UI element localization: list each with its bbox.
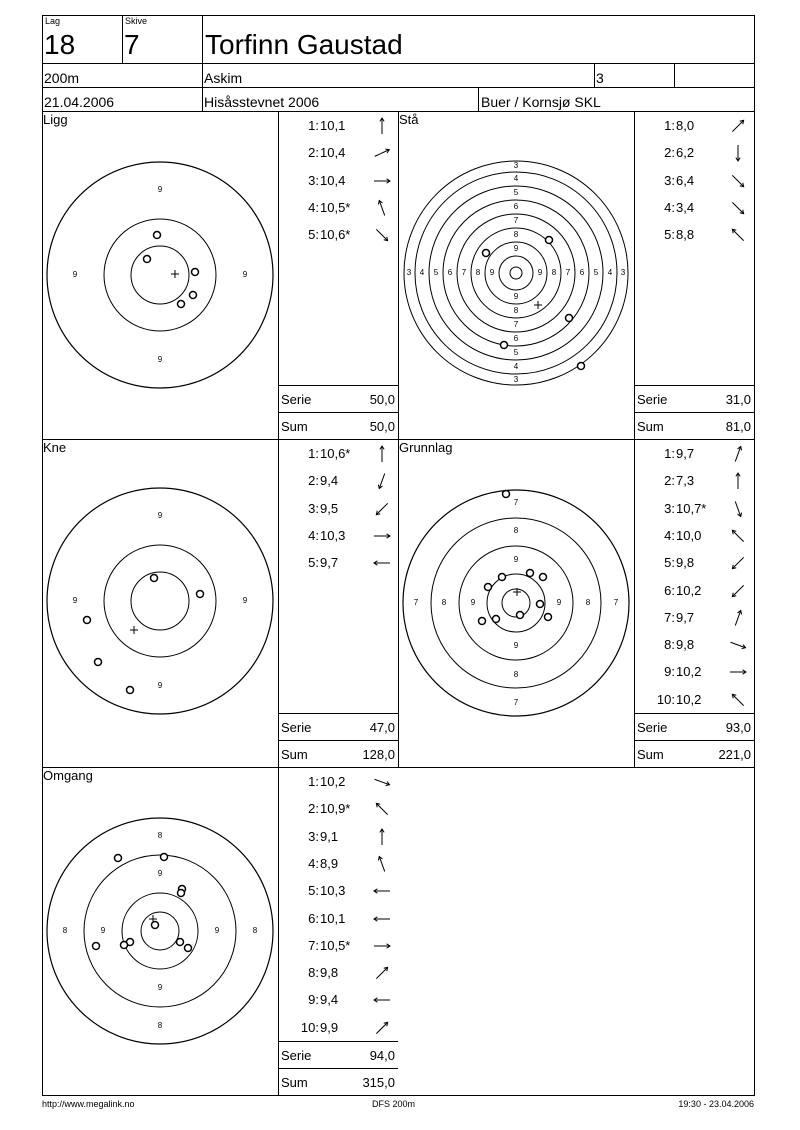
grunnlag-sum-label: Sum <box>637 747 664 762</box>
shot-impact <box>540 574 547 581</box>
direction-arrow-icon <box>372 936 392 956</box>
ligg-sum-value: 50,0 <box>369 419 395 434</box>
omgang-target <box>45 816 275 1046</box>
direction-arrow-icon <box>372 499 392 519</box>
col-rule-b <box>398 111 399 767</box>
row-rule-2 <box>42 767 754 768</box>
sta-serie-value: 31,0 <box>725 392 751 407</box>
ring-number: 9 <box>513 292 519 302</box>
ring-number: 8 <box>475 268 481 278</box>
direction-arrow-icon <box>372 143 392 163</box>
shot-impact <box>485 584 492 591</box>
shot-number: 4: <box>664 199 675 215</box>
header-divider-class <box>594 63 595 87</box>
ring-number: 9 <box>513 555 519 565</box>
direction-arrow-icon <box>372 827 392 847</box>
shot-number: 2: <box>308 145 319 161</box>
ring-number: 9 <box>100 926 106 936</box>
ring-number: 9 <box>513 641 519 651</box>
shot-impact <box>93 943 100 950</box>
section-title-kne: Kne <box>43 440 67 455</box>
sta-sum-label: Sum <box>637 419 664 434</box>
section-title-ligg: Ligg <box>43 112 68 127</box>
shot-impact <box>84 617 91 624</box>
direction-arrow-icon <box>372 225 392 245</box>
frame-right <box>754 15 755 1095</box>
ligg-target <box>45 162 275 392</box>
shot-value: 9,7 <box>320 555 339 571</box>
shot-value: 10,1 <box>320 910 346 926</box>
ring-number: 5 <box>513 348 519 358</box>
ring-number: 9 <box>513 244 519 254</box>
ring-number: 8 <box>551 268 557 278</box>
kne-sum-rule <box>278 740 398 741</box>
shot-number: 1: <box>308 446 319 461</box>
shot-number: 10: <box>656 691 675 707</box>
shot-impact <box>499 574 506 581</box>
shot-impact <box>121 942 128 949</box>
direction-arrow-icon <box>372 909 392 929</box>
direction-arrow-icon <box>728 143 748 163</box>
ring-number: 8 <box>441 598 447 608</box>
direction-arrow-icon <box>728 198 748 218</box>
ring-number: 9 <box>537 268 543 278</box>
shot-impact <box>115 855 122 862</box>
ring-number: 8 <box>585 598 591 608</box>
direction-arrow-icon <box>728 635 748 655</box>
header-divider-lag <box>122 15 123 63</box>
ring-number: 7 <box>413 598 419 608</box>
ring-number: 8 <box>513 306 519 316</box>
kne-serie-label: Serie <box>281 720 312 735</box>
shot-number: 5: <box>308 555 319 571</box>
shot-value: 9,8 <box>676 555 695 571</box>
ring-number: 3 <box>513 375 519 385</box>
ring-number: 9 <box>157 681 163 691</box>
shot-value: 9,4 <box>320 992 339 1008</box>
header-divider-skive <box>202 15 203 111</box>
direction-arrow-icon <box>728 526 748 546</box>
ligg-serie-rule <box>278 385 398 386</box>
direction-arrow-icon <box>728 581 748 601</box>
direction-arrow-icon <box>728 690 748 710</box>
ring-number: 7 <box>513 216 519 226</box>
ring-number: 6 <box>447 268 453 278</box>
shot-number: 6: <box>664 582 675 598</box>
omgang-sum-rule <box>278 1068 398 1069</box>
direction-arrow-icon <box>372 963 392 983</box>
ring-number: 5 <box>593 268 599 278</box>
header-divider-class2 <box>674 63 675 87</box>
shot-impact <box>537 601 544 608</box>
shot-value: 10,2 <box>676 664 702 680</box>
footer-url[interactable]: http://www.megalink.no <box>42 1099 135 1109</box>
shot-number: 8: <box>308 965 319 981</box>
shot-impact <box>151 575 158 582</box>
shot-number: 5: <box>664 555 675 571</box>
shot-number: 3: <box>664 500 675 516</box>
shot-number: 4: <box>308 199 319 215</box>
shot-number: 9: <box>308 992 319 1008</box>
ring-number: 8 <box>157 1021 163 1031</box>
lag-label: Lag <box>45 16 61 26</box>
shot-value: 10,1 <box>320 118 346 133</box>
shot-number: 7: <box>664 609 675 625</box>
shot-impact <box>501 342 508 349</box>
omgang-serie-label: Serie <box>281 1048 312 1063</box>
header-divider-range <box>478 87 479 111</box>
direction-arrow-icon <box>728 499 748 519</box>
direction-arrow-icon <box>372 526 392 546</box>
shot-value: 10,3 <box>320 883 346 899</box>
ring-number: 5 <box>513 188 519 198</box>
direction-arrow-icon <box>372 198 392 218</box>
ring-number: 3 <box>513 161 519 171</box>
shot-value: 3,4 <box>676 199 695 215</box>
shot-number: 5: <box>308 227 319 243</box>
lag-value: 18 <box>44 29 76 60</box>
ring-number: 9 <box>157 869 163 879</box>
shot-impact <box>154 232 161 239</box>
direction-arrow-icon <box>372 881 392 901</box>
grunnlag-sum-value: 221,0 <box>718 747 751 762</box>
shot-value: 10,4 <box>320 172 346 188</box>
shot-number: 2: <box>308 473 319 489</box>
direction-arrow-icon <box>728 662 748 682</box>
shot-impact <box>546 237 553 244</box>
class: 3 <box>596 70 604 86</box>
direction-arrow-icon <box>372 799 392 819</box>
shot-value: 10,5* <box>320 937 351 953</box>
shot-value: 10,9* <box>320 801 351 817</box>
ring-number: 7 <box>565 268 571 278</box>
direction-arrow-icon <box>728 171 748 191</box>
shot-impact <box>483 250 490 257</box>
shot-impact <box>578 363 585 370</box>
ligg-serie-label: Serie <box>281 392 312 407</box>
frame-top <box>42 15 754 16</box>
shot-value: 9,8 <box>676 637 695 653</box>
shot-number: 3: <box>308 500 319 516</box>
ring-number: 9 <box>214 926 220 936</box>
direction-arrow-icon <box>728 444 748 464</box>
distance: 200m <box>44 70 80 86</box>
ligg-sum-label: Sum <box>281 419 308 434</box>
kne-target <box>45 488 275 718</box>
shot-number: 8: <box>664 637 675 653</box>
ring-number: 9 <box>72 596 78 606</box>
direction-arrow-icon <box>372 116 392 136</box>
range: Buer / Kornsjø SKL <box>481 94 601 110</box>
ring-number: 9 <box>470 598 476 608</box>
sta-sum-rule <box>634 412 754 413</box>
club: Askim <box>204 70 243 86</box>
shot-value: 7,3 <box>676 473 695 489</box>
ring-number: 9 <box>157 983 163 993</box>
shot-number: 4: <box>308 527 319 543</box>
shot-number: 6: <box>308 910 319 926</box>
shot-number: 3: <box>308 172 319 188</box>
ligg-serie-value: 50,0 <box>369 392 395 407</box>
grunnlag-serie-value: 93,0 <box>725 720 751 735</box>
direction-arrow-icon <box>728 608 748 628</box>
direction-arrow-icon <box>728 225 748 245</box>
kne-sum-value: 128,0 <box>362 747 395 762</box>
direction-arrow-icon <box>372 171 392 191</box>
header-rule-1 <box>42 63 754 64</box>
grunnlag-serie-label: Serie <box>637 720 668 735</box>
ring-number: 6 <box>579 268 585 278</box>
shot-impact <box>503 491 510 498</box>
shot-impact <box>177 939 184 946</box>
ring-number: 9 <box>157 185 163 195</box>
shot-value: 10,6* <box>320 446 351 461</box>
ring-number: 6 <box>513 202 519 212</box>
ring-number: 4 <box>513 362 519 372</box>
ring-number: 8 <box>513 526 519 536</box>
ring-number: 8 <box>157 831 163 841</box>
shot-impact <box>493 616 500 623</box>
shot-value: 9,7 <box>676 446 695 461</box>
shot-number: 2: <box>664 145 675 161</box>
sta-serie-label: Serie <box>637 392 668 407</box>
ring-number: 8 <box>252 926 258 936</box>
sta-sum-value: 81,0 <box>725 419 751 434</box>
shot-value: 10,2 <box>676 582 702 598</box>
shot-value: 10,0 <box>676 527 702 543</box>
shot-number: 1: <box>308 774 319 789</box>
shot-impact <box>127 687 134 694</box>
shot-impact <box>517 612 524 619</box>
shot-impact <box>144 256 151 263</box>
ring-number: 7 <box>513 320 519 330</box>
shot-impact <box>527 570 534 577</box>
shot-impact <box>192 269 199 276</box>
ring-number: 8 <box>513 670 519 680</box>
shot-number: 1: <box>308 118 319 133</box>
shot-number: 1: <box>664 446 675 461</box>
omgang-serie-rule <box>278 1041 398 1042</box>
event: Hisåsstevnet 2006 <box>204 94 320 110</box>
shot-value: 9,9 <box>320 1019 339 1035</box>
sta-target <box>401 160 631 390</box>
shot-impact <box>178 890 185 897</box>
frame-left <box>42 15 43 1095</box>
ring-number: 4 <box>607 268 613 278</box>
ring-number: 7 <box>461 268 467 278</box>
skive-value: 7 <box>124 29 140 60</box>
footer-center: DFS 200m <box>372 1099 416 1109</box>
skive-label: Skive <box>125 16 148 26</box>
shot-value: 8,8 <box>676 227 695 243</box>
shot-value: 10,4 <box>320 145 346 161</box>
ring-number: 9 <box>157 355 163 365</box>
shot-number: 4: <box>664 527 675 543</box>
shot-value: 9,4 <box>320 473 339 489</box>
shot-impact <box>185 945 192 952</box>
shot-value: 8,0 <box>676 118 695 133</box>
shot-value: 6,2 <box>676 145 695 161</box>
ligg-sum-rule <box>278 412 398 413</box>
ring-number: 9 <box>489 268 495 278</box>
shooter-name: Torfinn Gaustad <box>205 29 403 60</box>
section-title-grunnlag: Grunnlag <box>399 440 453 455</box>
direction-arrow-icon <box>728 116 748 136</box>
ring-number: 9 <box>72 270 78 280</box>
shot-number: 2: <box>664 473 675 489</box>
shot-number: 7: <box>308 937 319 953</box>
shot-value: 10,6* <box>320 227 351 243</box>
ring-number: 3 <box>620 268 626 278</box>
shot-number: 1: <box>664 118 675 133</box>
col-rule-a <box>278 111 279 1095</box>
shot-value: 10,5* <box>320 199 351 215</box>
shot-impact <box>178 301 185 308</box>
ring-number: 4 <box>513 174 519 184</box>
grunnlag-target <box>401 488 631 718</box>
direction-arrow-icon <box>372 553 392 573</box>
shot-value: 9,7 <box>676 609 695 625</box>
direction-arrow-icon <box>372 444 392 464</box>
direction-arrow-icon <box>372 990 392 1010</box>
ring-number: 8 <box>513 230 519 240</box>
shot-number: 2: <box>308 801 319 817</box>
shot-impact <box>479 618 486 625</box>
ring-number: 4 <box>419 268 425 278</box>
ring-number: 6 <box>513 334 519 344</box>
shot-number: 4: <box>308 855 319 871</box>
section-title-sta: Stå <box>399 112 419 127</box>
ring-number: 9 <box>157 511 163 521</box>
footer-timestamp: 19:30 - 23.04.2006 <box>678 1099 754 1109</box>
shot-value: 6,4 <box>676 172 695 188</box>
shot-number: 9: <box>664 664 675 680</box>
shot-impact <box>161 854 168 861</box>
omgang-sum-value: 315,0 <box>362 1075 395 1090</box>
shot-number: 3: <box>308 828 319 844</box>
grunnlag-serie-rule <box>634 713 754 714</box>
ring-number: 7 <box>613 598 619 608</box>
shot-number: 3: <box>664 172 675 188</box>
omgang-serie-value: 94,0 <box>369 1048 395 1063</box>
shot-value: 8,9 <box>320 855 339 871</box>
ring-number: 8 <box>62 926 68 936</box>
direction-arrow-icon <box>372 854 392 874</box>
shot-value: 10,2 <box>676 691 702 707</box>
shot-value: 9,8 <box>320 965 339 981</box>
kne-serie-rule <box>278 713 398 714</box>
ring-number: 7 <box>513 498 519 508</box>
ring-number: 9 <box>242 270 248 280</box>
section-title-omgang: Omgang <box>43 768 93 783</box>
shot-value: 9,1 <box>320 828 339 844</box>
shot-impact <box>197 591 204 598</box>
shot-number: 10: <box>300 1019 319 1035</box>
frame-bottom <box>42 1095 755 1096</box>
ring-number: 3 <box>406 268 412 278</box>
shot-number: 5: <box>308 883 319 899</box>
shot-number: 5: <box>664 227 675 243</box>
ring-number: 9 <box>556 598 562 608</box>
shot-impact <box>190 292 197 299</box>
shot-value: 9,5 <box>320 500 339 516</box>
shot-value: 10,3 <box>320 527 346 543</box>
direction-arrow-icon <box>728 553 748 573</box>
ring-number: 5 <box>433 268 439 278</box>
direction-arrow-icon <box>372 471 392 491</box>
header-rule-2 <box>42 87 754 88</box>
sta-serie-rule <box>634 385 754 386</box>
ring-number: 9 <box>242 596 248 606</box>
omgang-sum-label: Sum <box>281 1075 308 1090</box>
kne-sum-label: Sum <box>281 747 308 762</box>
direction-arrow-icon <box>372 772 392 792</box>
shot-impact <box>566 315 573 322</box>
shot-impact <box>95 659 102 666</box>
shot-value: 10,7* <box>676 500 707 516</box>
date: 21.04.2006 <box>44 94 115 110</box>
grunnlag-sum-rule <box>634 740 754 741</box>
direction-arrow-icon <box>728 471 748 491</box>
col-rule-c <box>634 111 635 767</box>
kne-serie-value: 47,0 <box>369 720 395 735</box>
ring-number: 7 <box>513 698 519 708</box>
shot-value: 10,2 <box>320 774 346 789</box>
shot-impact <box>545 614 552 621</box>
direction-arrow-icon <box>372 1018 392 1038</box>
